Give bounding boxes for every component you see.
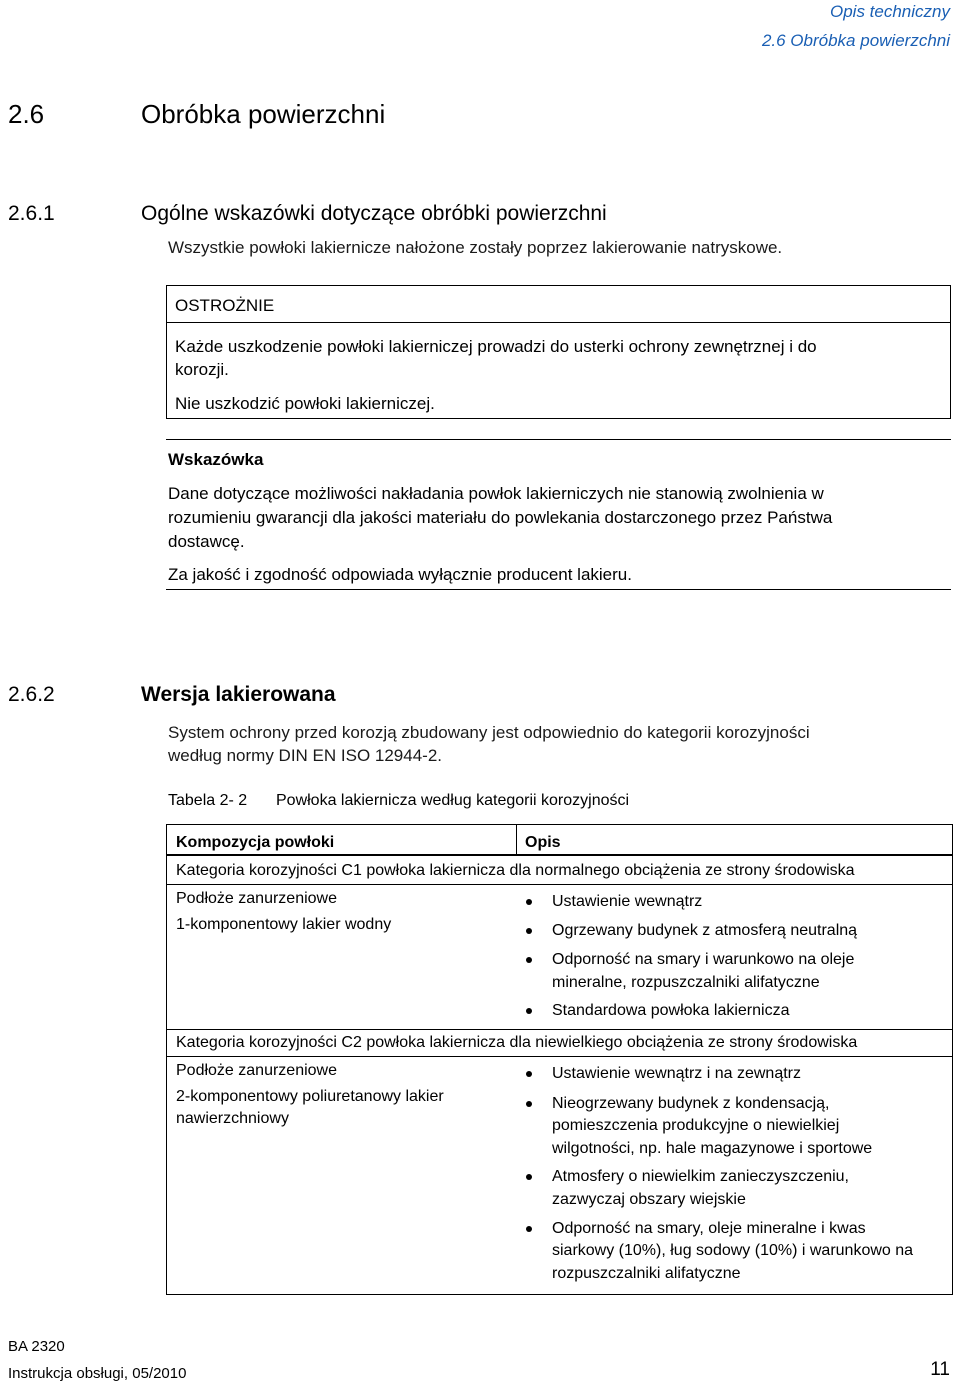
note-line-1: Dane dotyczące możliwości nakładania powłok lakierniczych nie stanowią zwolnienia w: [168, 484, 824, 503]
table-c2-item-4c: rozpuszczalniki alifatyczne: [552, 1265, 741, 1282]
subsection-1-title: Ogólne wskazówki dotyczące obróbki powierzchni: [141, 202, 607, 225]
bullet-icon: [526, 1101, 532, 1107]
caution-line-1: Każde uszkodzenie powłoki lakierniczej prowadzi do usterki ochrony zewnętrznej i do: [175, 337, 817, 356]
note-line-4: Za jakość i zgodność odpowiada wyłącznie producent lakieru.: [168, 565, 632, 584]
note-line-2: rozumieniu gwarancji dla jakości materiału do powlekania dostarczonego przez Państwa: [168, 508, 833, 527]
footer-doc-code: BA 2320: [8, 1338, 65, 1355]
table-c1-item-3b: mineralne, rozpuszczalniki alifatyczne: [552, 974, 820, 991]
running-header-section: 2.6 Obróbka powierzchni: [761, 31, 950, 50]
section-number: 2.6: [8, 99, 45, 129]
subsection-1-text: Wszystkie powłoki lakiernicze nałożone zostały poprzez lakierowanie natryskowe.: [168, 238, 783, 257]
table-c2-item-4a: Odporność na smary, oleje mineralne i kwas: [552, 1220, 866, 1237]
table-col-header-composition: Kompozycja powłoki: [176, 834, 335, 851]
table-c2-item-2c: wilgotności, np. hale magazynowe i sportowe: [552, 1140, 873, 1157]
running-header-title: Opis techniczny: [830, 2, 950, 21]
note-top-rule: [166, 439, 951, 440]
coating-table: [166, 824, 953, 1295]
note-bottom-rule: [166, 589, 951, 590]
caution-heading: OSTROŻNIE: [175, 296, 275, 315]
note-heading: Wskazówka: [168, 450, 264, 469]
table-caption-number: Tabela 2- 2: [168, 792, 248, 809]
table-c2-item-2b: pomieszczenia produkcyjne o niewielkiej: [552, 1117, 840, 1134]
table-c2-item-3a: Atmosfery o niewielkim zanieczyszczeniu,: [552, 1168, 849, 1185]
subsection-2-number: 2.6.2: [8, 683, 55, 706]
footer-manual: Instrukcja obsługi, 05/2010: [8, 1365, 187, 1382]
table-c2-item-2a: Nieogrzewany budynek z kondensacją,: [552, 1095, 830, 1112]
table-c1-item-2: Ogrzewany budynek z atmosferą neutralną: [552, 922, 858, 939]
table-c1-item-1: Ustawienie wewnątrz: [552, 893, 703, 910]
table-header-divider: [167, 854, 952, 856]
subsection-2-title: Wersja lakierowana: [141, 683, 336, 706]
table-category-c2: Kategoria korozyjności C2 powłoka lakiernicza dla niewielkiego obciążenia ze strony środowiska: [176, 1034, 858, 1051]
table-c2-item-3b: zazwyczaj obszary wiejskie: [552, 1191, 746, 1208]
caution-divider: [166, 322, 951, 323]
bullet-icon: [526, 899, 532, 905]
table-c2-item-1: Ustawienie wewnątrz i na zewnątrz: [552, 1065, 801, 1082]
table-c2-coating-a: 2-komponentowy poliuretanowy lakier: [176, 1088, 444, 1105]
bullet-icon: [526, 1226, 532, 1232]
subsection-1-number: 2.6.1: [8, 202, 55, 225]
bullet-icon: [526, 957, 532, 963]
subsection-2-line-1: System ochrony przed korozją zbudowany jest odpowiednio do kategorii korozyjności: [168, 723, 810, 742]
table-c2-substrate: Podłoże zanurzeniowe: [176, 1062, 337, 1079]
table-c1-item-4: Standardowa powłoka lakiernicza: [552, 1002, 790, 1019]
caution-line-3: Nie uszkodzić powłoki lakierniczej.: [175, 394, 435, 413]
table-c1-substrate: Podłoże zanurzeniowe: [176, 890, 337, 907]
bullet-icon: [526, 1071, 532, 1077]
caution-line-2: korozji.: [175, 360, 229, 379]
table-col-header-description: Opis: [525, 834, 561, 851]
subsection-2-line-2: według normy DIN EN ISO 12944-2.: [168, 746, 443, 765]
page-number: 11: [930, 1359, 950, 1380]
table-c2-coating-b: nawierzchniowy: [176, 1110, 289, 1127]
note-line-3: dostawcę.: [168, 532, 245, 551]
table-c1-item-3a: Odporność na smary i warunkowo na oleje: [552, 951, 855, 968]
table-row-divider: [167, 884, 952, 885]
table-row-divider: [167, 1056, 952, 1057]
table-category-c1: Kategoria korozyjności C1 powłoka lakiernicza dla normalnego obciążenia ze strony środowiska: [176, 862, 855, 879]
bullet-icon: [526, 1174, 532, 1180]
section-title: Obróbka powierzchni: [141, 99, 386, 129]
table-column-divider: [516, 825, 517, 855]
table-c1-coating: 1-komponentowy lakier wodny: [176, 916, 392, 933]
bullet-icon: [526, 1008, 532, 1014]
table-c2-item-4b: siarkowy (10%), ług sodowy (10%) i warunkowo na: [552, 1242, 914, 1259]
table-caption-title: Powłoka lakiernicza według kategorii korozyjności: [276, 792, 630, 809]
bullet-icon: [526, 928, 532, 934]
table-row-divider: [167, 1029, 952, 1030]
